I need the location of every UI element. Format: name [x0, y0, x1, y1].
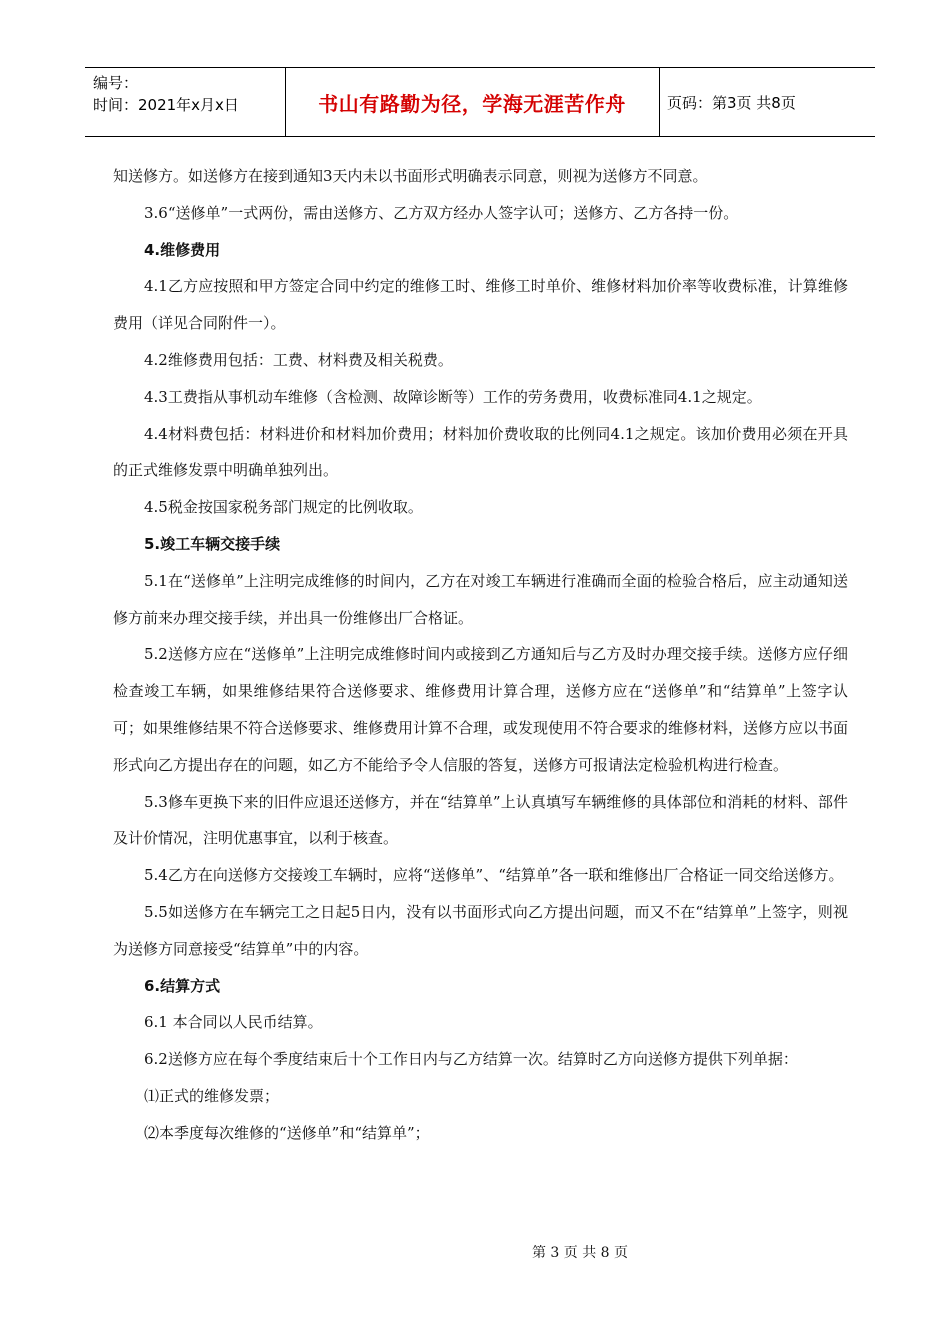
page-header: [85, 67, 875, 137]
header-motto: 书山有路勤为径，学海无涯苦作舟: [318, 91, 626, 116]
paragraph: 4.1乙方应按照和甲方签定合同中约定的维修工时、维修工时单价、维修材料加价率等收费标准，计算维修费用（详见合同附件一）。: [113, 277, 848, 333]
serial-label: 编号：: [93, 74, 139, 92]
paragraph-continuation: 知送修方。如送修方在接到通知3天内未以书面形式明确表示同意，则视为送修方不同意。: [113, 167, 708, 185]
paragraph: 5.4乙方在向送修方交接竣工车辆时，应将“送修单”、“结算单”各一联和维修出厂合格证一同交给送修方。: [144, 866, 844, 885]
header-left-cell: [93, 72, 239, 116]
paragraph: 4.4材料费包括：材料进价和材料加价费用；材料加价费收取的比例同4.1之规定。该加价费用必须在开具的正式维修发票中明确单独列出。: [113, 424, 848, 480]
paragraph: 5.2送修方应在“送修单”上注明完成维修时间内或接到乙方通知后与乙方及时办理交接手续。送修方应仔细检查竣工车辆，如果维修结果符合送修要求、维修费用计算合理，送修方应在“送修单”和“结算单”上签字认可；如果维修结果不符合送修要求、维修费用计算不合理，或发现使用不符合要求的维修材料，送修方应以书面形式向乙方提出存在的问题，如乙方不能给予令人信服的答复，送修方可报请法定检验机构进行检查。: [113, 645, 849, 774]
section-heading: 6.结算方式: [144, 976, 221, 995]
page-footer: 第 3 页 共 8 页: [531, 1245, 629, 1261]
paragraph: ⑵本季度每次维修的“送修单”和“结算单”；: [144, 1123, 430, 1142]
header-divider-left: [285, 68, 286, 136]
section-heading: 5.竣工车辆交接手续: [144, 534, 281, 553]
paragraph: 6.1 本合同以人民币结算。: [144, 1013, 323, 1032]
paragraph: 4.3工费指从事机动车维修（含检测、故障诊断等）工作的劳务费用，收费标准同4.1之规定。: [144, 387, 762, 406]
section-heading: 4.维修费用: [144, 240, 221, 259]
document-body: [113, 158, 848, 1152]
header-divider-right: [659, 68, 660, 136]
paragraph: ⑴正式的维修发票；: [144, 1086, 280, 1105]
header-page-info: 页码：第3页 共8页: [667, 93, 796, 112]
paragraph: 5.3修车更换下来的旧件应退还送修方，并在“结算单”上认真填写车辆维修的具体部位和消耗的材料、部件及计价情况，注明优惠事宜，以利于核查。: [113, 792, 848, 848]
date-label: 时间：2021年x月x日: [93, 96, 239, 114]
paragraph: 6.2送修方应在每个季度结束后十个工作日内与乙方结算一次。结算时乙方向送修方提供下列单据：: [144, 1050, 798, 1069]
paragraph: 4.5税金按国家税务部门规定的比例收取。: [144, 498, 423, 517]
paragraph: 3.6“送修单”一式两份，需由送修方、乙方双方经办人签字认可；送修方、乙方各持一份。: [144, 203, 739, 222]
paragraph: 4.2维修费用包括：工费、材料费及相关税费。: [144, 350, 453, 369]
paragraph: 5.5如送修方在车辆完工之日起5日内，没有以书面形式向乙方提出问题，而又不在“结算单”上签字，则视为送修方同意接受“结算单”中的内容。: [113, 902, 848, 958]
paragraph: 5.1在“送修单”上注明完成维修的时间内，乙方在对竣工车辆进行准确而全面的检验合格后，应主动通知送修方前来办理交接手续，并出具一份维修出厂合格证。: [113, 571, 848, 627]
